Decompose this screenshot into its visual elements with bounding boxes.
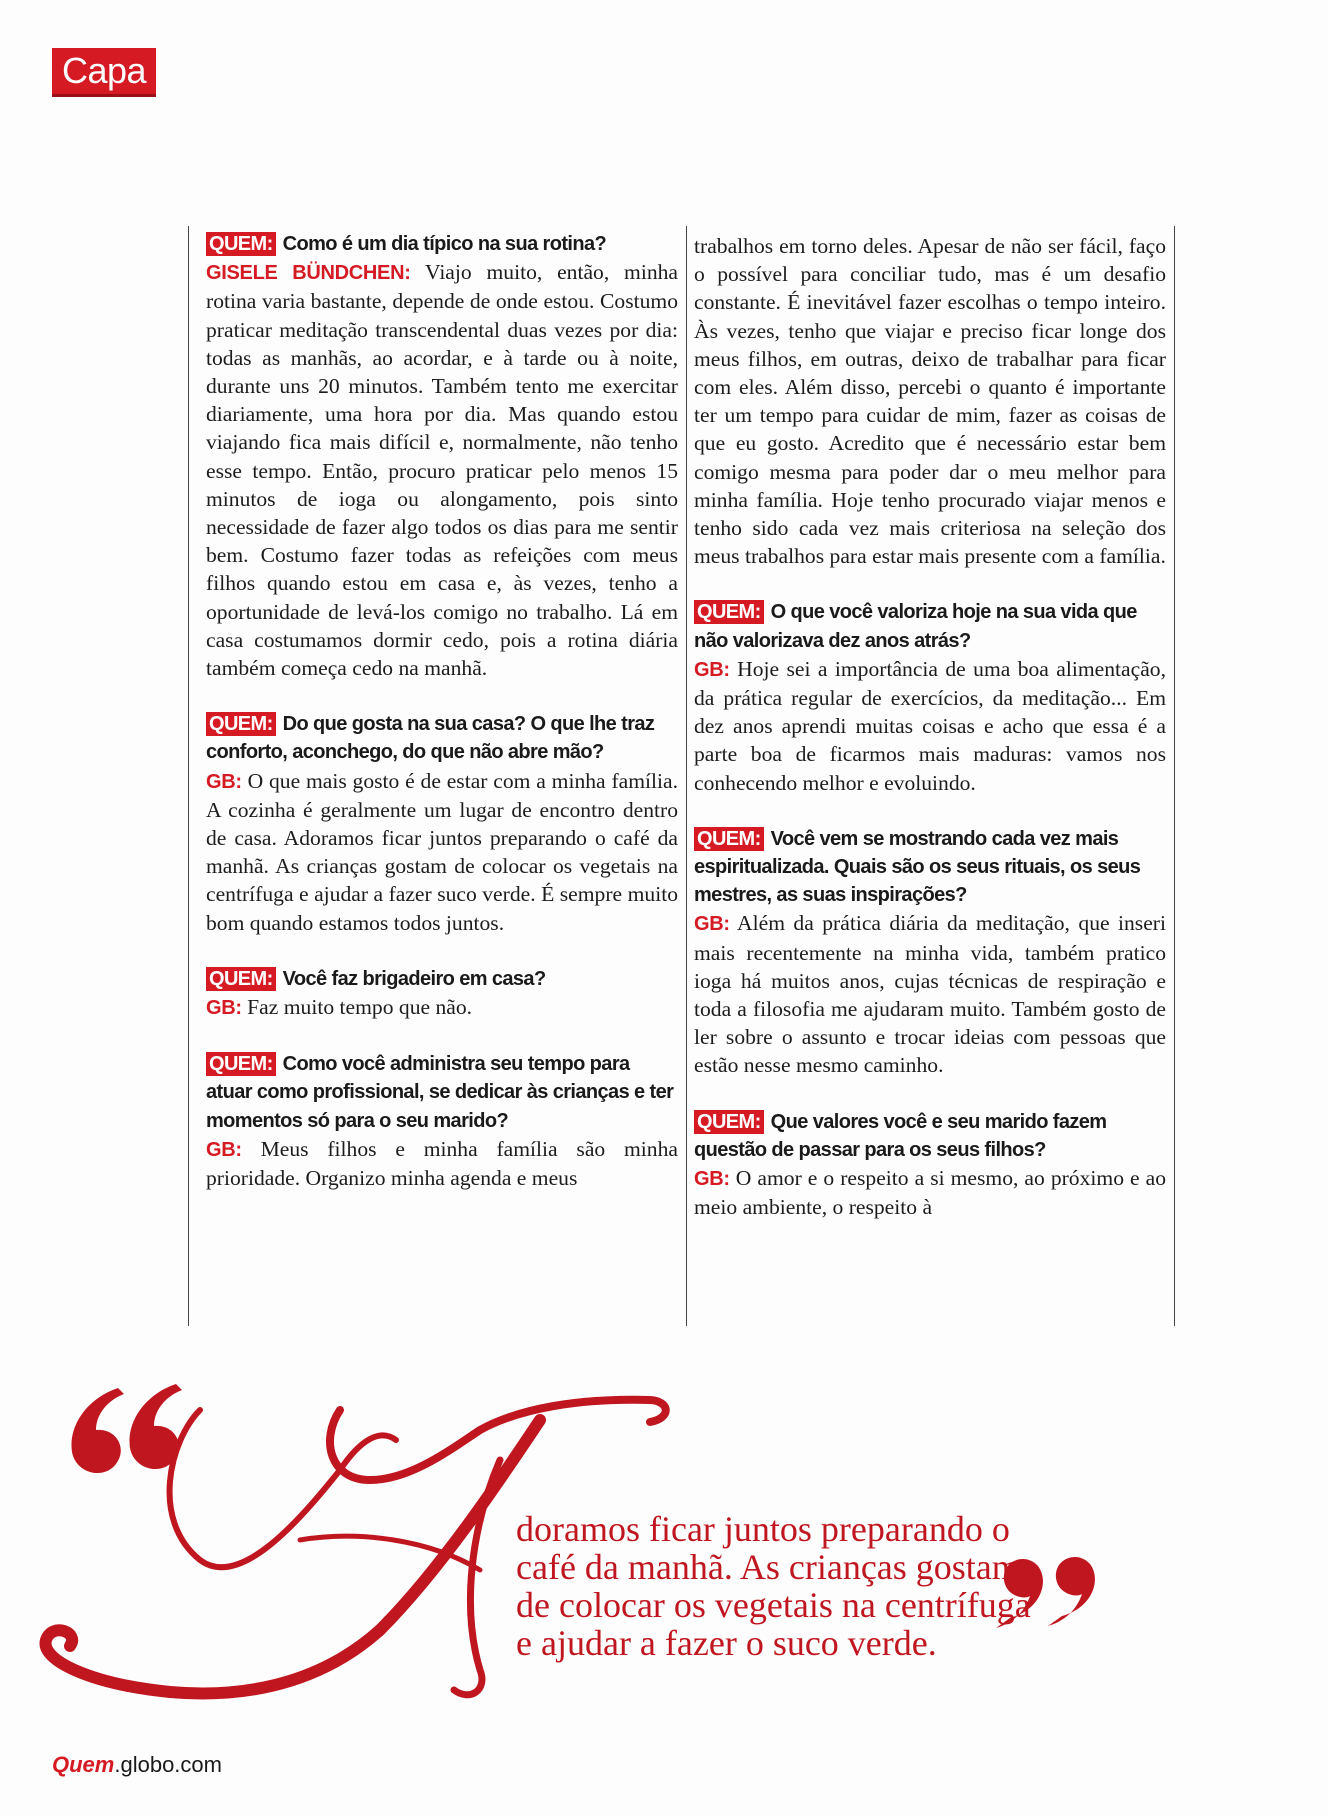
question xyxy=(206,965,678,993)
section-tag: Capa xyxy=(52,48,156,94)
qa-block xyxy=(206,1050,678,1192)
speaker-label: GB: xyxy=(206,770,242,793)
answer xyxy=(694,1164,1166,1221)
quem-tag: QUEM: xyxy=(694,600,764,624)
pull-quote-line: de colocar os vegetais na centrífuga xyxy=(516,1585,1031,1625)
pull-quote-text xyxy=(516,1510,1156,1662)
question-text: O que você valoriza hoje na sua vida que não valorizava dez anos atrás? xyxy=(694,601,1137,652)
quem-tag: QUEM: xyxy=(694,1110,764,1134)
pull-quote-line: e ajudar a fazer o suco verde. xyxy=(516,1623,937,1663)
qa-block xyxy=(206,710,678,937)
question-text: Como você administra seu tempo para atuar como profissional, se dedicar às crianças e ter momentos só para o seu marido? xyxy=(206,1053,674,1132)
qa-block xyxy=(694,1108,1166,1222)
question-text: Como é um dia típico na sua rotina? xyxy=(282,233,607,255)
answer-text: O amor e o respeito a si mesmo, ao próximo e ao meio ambiente, o respeito à xyxy=(694,1166,1166,1220)
answer-text: O que mais gosto é de estar com a minha família. A cozinha é geralmente um lugar de encontro dentro de casa. Adoramos ficar juntos preparando o café da manhã. As crianças gostam de colocar os vegetais na centrífuga e ajudar a fazer suco verde. É sempre muito bom quando estamos todos juntos. xyxy=(206,768,678,935)
column-rule-right xyxy=(1174,226,1175,1326)
question xyxy=(206,1050,678,1135)
qa-block xyxy=(206,230,678,682)
footer-url xyxy=(52,1752,222,1778)
question xyxy=(694,598,1166,654)
quem-tag: QUEM: xyxy=(206,967,276,991)
question-text: Do que gosta na sua casa? O que lhe traz conforto, aconchego, do que não abre mão? xyxy=(206,713,655,764)
question xyxy=(206,710,678,766)
answer xyxy=(694,909,1166,1079)
question-text: Que valores você e seu marido fazem questão de passar para os seus filhos? xyxy=(694,1110,1107,1161)
quem-tag: QUEM: xyxy=(694,827,764,851)
speaker-label: GB: xyxy=(206,997,242,1020)
pull-quote-line: café da manhã. As crianças gostam xyxy=(516,1547,1020,1587)
footer-brand: Quem xyxy=(52,1752,115,1777)
column-rule-left xyxy=(188,226,189,1326)
question-text: Você faz brigadeiro em casa? xyxy=(282,967,546,990)
answer-text: Faz muito tempo que não. xyxy=(247,995,473,1020)
speaker-label: GB: xyxy=(694,658,730,681)
footer-domain: .globo.com xyxy=(114,1752,222,1777)
qa-block xyxy=(694,598,1166,796)
answer xyxy=(206,1135,678,1192)
answer-text: Hoje sei a importância de uma boa alimentação, da prática regular de exercícios, da meditação... Em dez anos aprendi muitas coisas e acho que essa é a parte boa de ficarmos mais maduras: vamos nos conhecendo melhor e evoluindo. xyxy=(694,656,1166,795)
right-column xyxy=(694,232,1166,1250)
question xyxy=(206,230,678,258)
question xyxy=(694,825,1166,910)
speaker-label: GISELE BÜNDCHEN: xyxy=(206,262,411,285)
answer xyxy=(206,993,678,1022)
answer xyxy=(206,767,678,937)
quem-tag: QUEM: xyxy=(206,1052,276,1076)
answer-text: Meus filhos e minha família são minha prioridade. Organizo minha agenda e meus xyxy=(206,1136,678,1191)
quem-tag: QUEM: xyxy=(206,232,276,256)
answer-text: Além da prática diária da meditação, que inseri mais recentemente na minha vida, também pratico ioga há muitos anos, cujas técnicas de respiração e toda a filosofia me ajudaram muito. Também gosto de ler sobre o assunto e trocar ideias com pessoas que estão nesse mesmo caminho. xyxy=(694,911,1166,1078)
qa-block xyxy=(206,965,678,1022)
question xyxy=(694,1108,1166,1164)
speaker-label: GB: xyxy=(694,1168,730,1191)
pull-quote xyxy=(0,1370,1328,1710)
speaker-label: GB: xyxy=(694,913,730,936)
open-quote-icon xyxy=(71,1384,182,1473)
answer-continuation: trabalhos em torno deles. Apesar de não ser fácil, faço o possível para conciliar tudo, mas é um desafio constante. É inevitável fazer escolhas o tempo inteiro. Às vezes, tenho que viajar e preciso ficar longe dos meus filhos, em outras, deixo de trabalhar para ficar com eles. Além disso, percebi o quanto é importante ter um tempo para cuidar de mim, fazer as coisas de que eu gosto. Acredito que é necessário estar bem comigo mesma para poder dar o meu melhor para minha família. Hoje tenho procurado viajar menos e tenho sido cada vez mais criteriosa na seleção dos meus trabalhos para estar mais presente com a família. xyxy=(694,234,1166,569)
quem-tag: QUEM: xyxy=(206,712,276,736)
pull-quote-line: doramos ficar juntos preparando o xyxy=(516,1509,1010,1549)
speaker-label: GB: xyxy=(206,1138,242,1161)
answer-text: Viajo muito, então, minha rotina varia bastante, depende de onde estou. Costumo praticar meditação transcendental duas vezes por dia: todas as manhãs, ao acordar, e à tarde ou à noite, durante uns 20 minutos. Também tento me exercitar diariamente, uma hora por dia. Mas quando estou viajando fica mais difícil e, normalmente, não tenho esse tempo. Então, procuro praticar pelo menos 15 minutos de ioga ou alongamento, pois sinto necessidade de fazer algo todos os dias para me sentir bem. Costumo fazer todas as refeições com meus filhos quando estou em casa e, às vezes, tenho a oportunidade de levá-los comigo no trabalho. Lá em casa costumamos dormir cedo, pois a rotina diária também começa cedo na manhã. xyxy=(206,260,678,681)
answer xyxy=(694,655,1166,797)
answer xyxy=(206,258,678,682)
question-text: Você vem se mostrando cada vez mais espiritualizada. Quais são os seus rituais, os seus mestres, as suas inspirações? xyxy=(694,827,1141,907)
qa-block xyxy=(694,825,1166,1080)
left-column xyxy=(206,230,678,1220)
column-rule-middle xyxy=(686,226,687,1326)
